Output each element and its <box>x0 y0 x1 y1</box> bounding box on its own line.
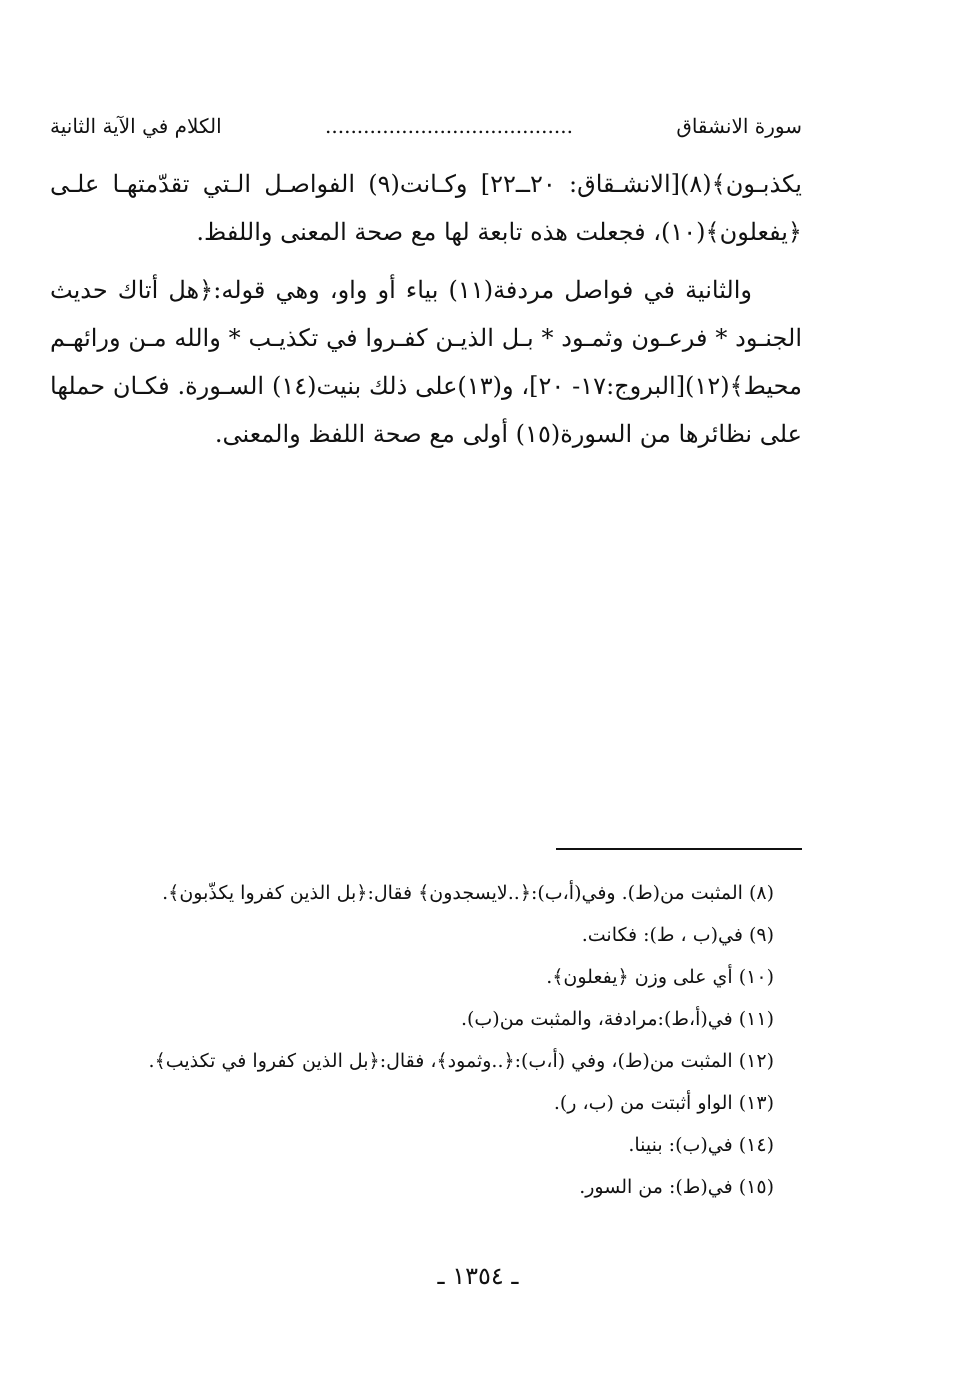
footnote-15: (١٥) في(ط): من السور. <box>579 1176 774 1198</box>
running-header <box>50 108 802 144</box>
main-text <box>50 160 802 468</box>
footnote-13: (١٣) الواو أثبتت من (ب، ر). <box>553 1092 774 1114</box>
footnote-separator <box>556 848 802 850</box>
header-surah-title: سورة الانشقاق <box>676 114 802 138</box>
footnote-10: (١٠) أي على وزن ﴿يفعلون﴾. <box>546 966 774 988</box>
paragraph-1: يكذبـون﴾(٨)[الانشـقاق: ٢٠ــ٢٢] وكـانت(٩) الفواصـل الـتي تقدّمتهـا علـى ﴿يفعلون﴾(١٠)، فجعلت هذه تابعة لها مع صحة المعنى واللفظ. <box>50 170 802 246</box>
header-dot-leader: ....................................... <box>325 114 573 138</box>
footnote-11: (١١) في(أ،ط):مرادفة، والمثبت من(ب). <box>460 1008 774 1030</box>
header-section-title: الكلام في الآية الثانية <box>50 114 222 138</box>
footnote-8: (٨) المثبت من(ط). وفي(أ،ب):﴿..لايسجدون﴾ فقال:﴿بل الذين كفروا يكذّبون﴾. <box>162 882 774 904</box>
footnotes <box>50 872 802 1208</box>
footnote-12: (١٢) المثبت من(ط)، وفي (أ،ب):﴿..وثمود﴾، فقال:﴿بل الذين كفروا في تكذيب﴾. <box>148 1050 774 1072</box>
footnote-14: (١٤) في(ب): بنينا. <box>628 1134 774 1156</box>
page-number: ـ ١٣٥٤ ـ <box>437 1262 519 1290</box>
paragraph-2: والثانية في فواصل مردفة(١١) بياء أو واو، وهي قوله:﴿هل أتاك حديث الجنـود * فرعـون وثمـود * بـل الذيـن كفـروا في تكذيـب * والله مـن ورائهـم محيط﴾(١٢)[البروج:١٧- ٢٠]، و(١٣)على ذلك بنيت(١٤) السـورة. فكـان حملها على نظائرها من السورة(١٥) أولى مع صحة اللفظ والمعنى. <box>50 276 802 448</box>
footnote-9: (٩) في(ب ، ط): فكانت. <box>581 924 774 946</box>
